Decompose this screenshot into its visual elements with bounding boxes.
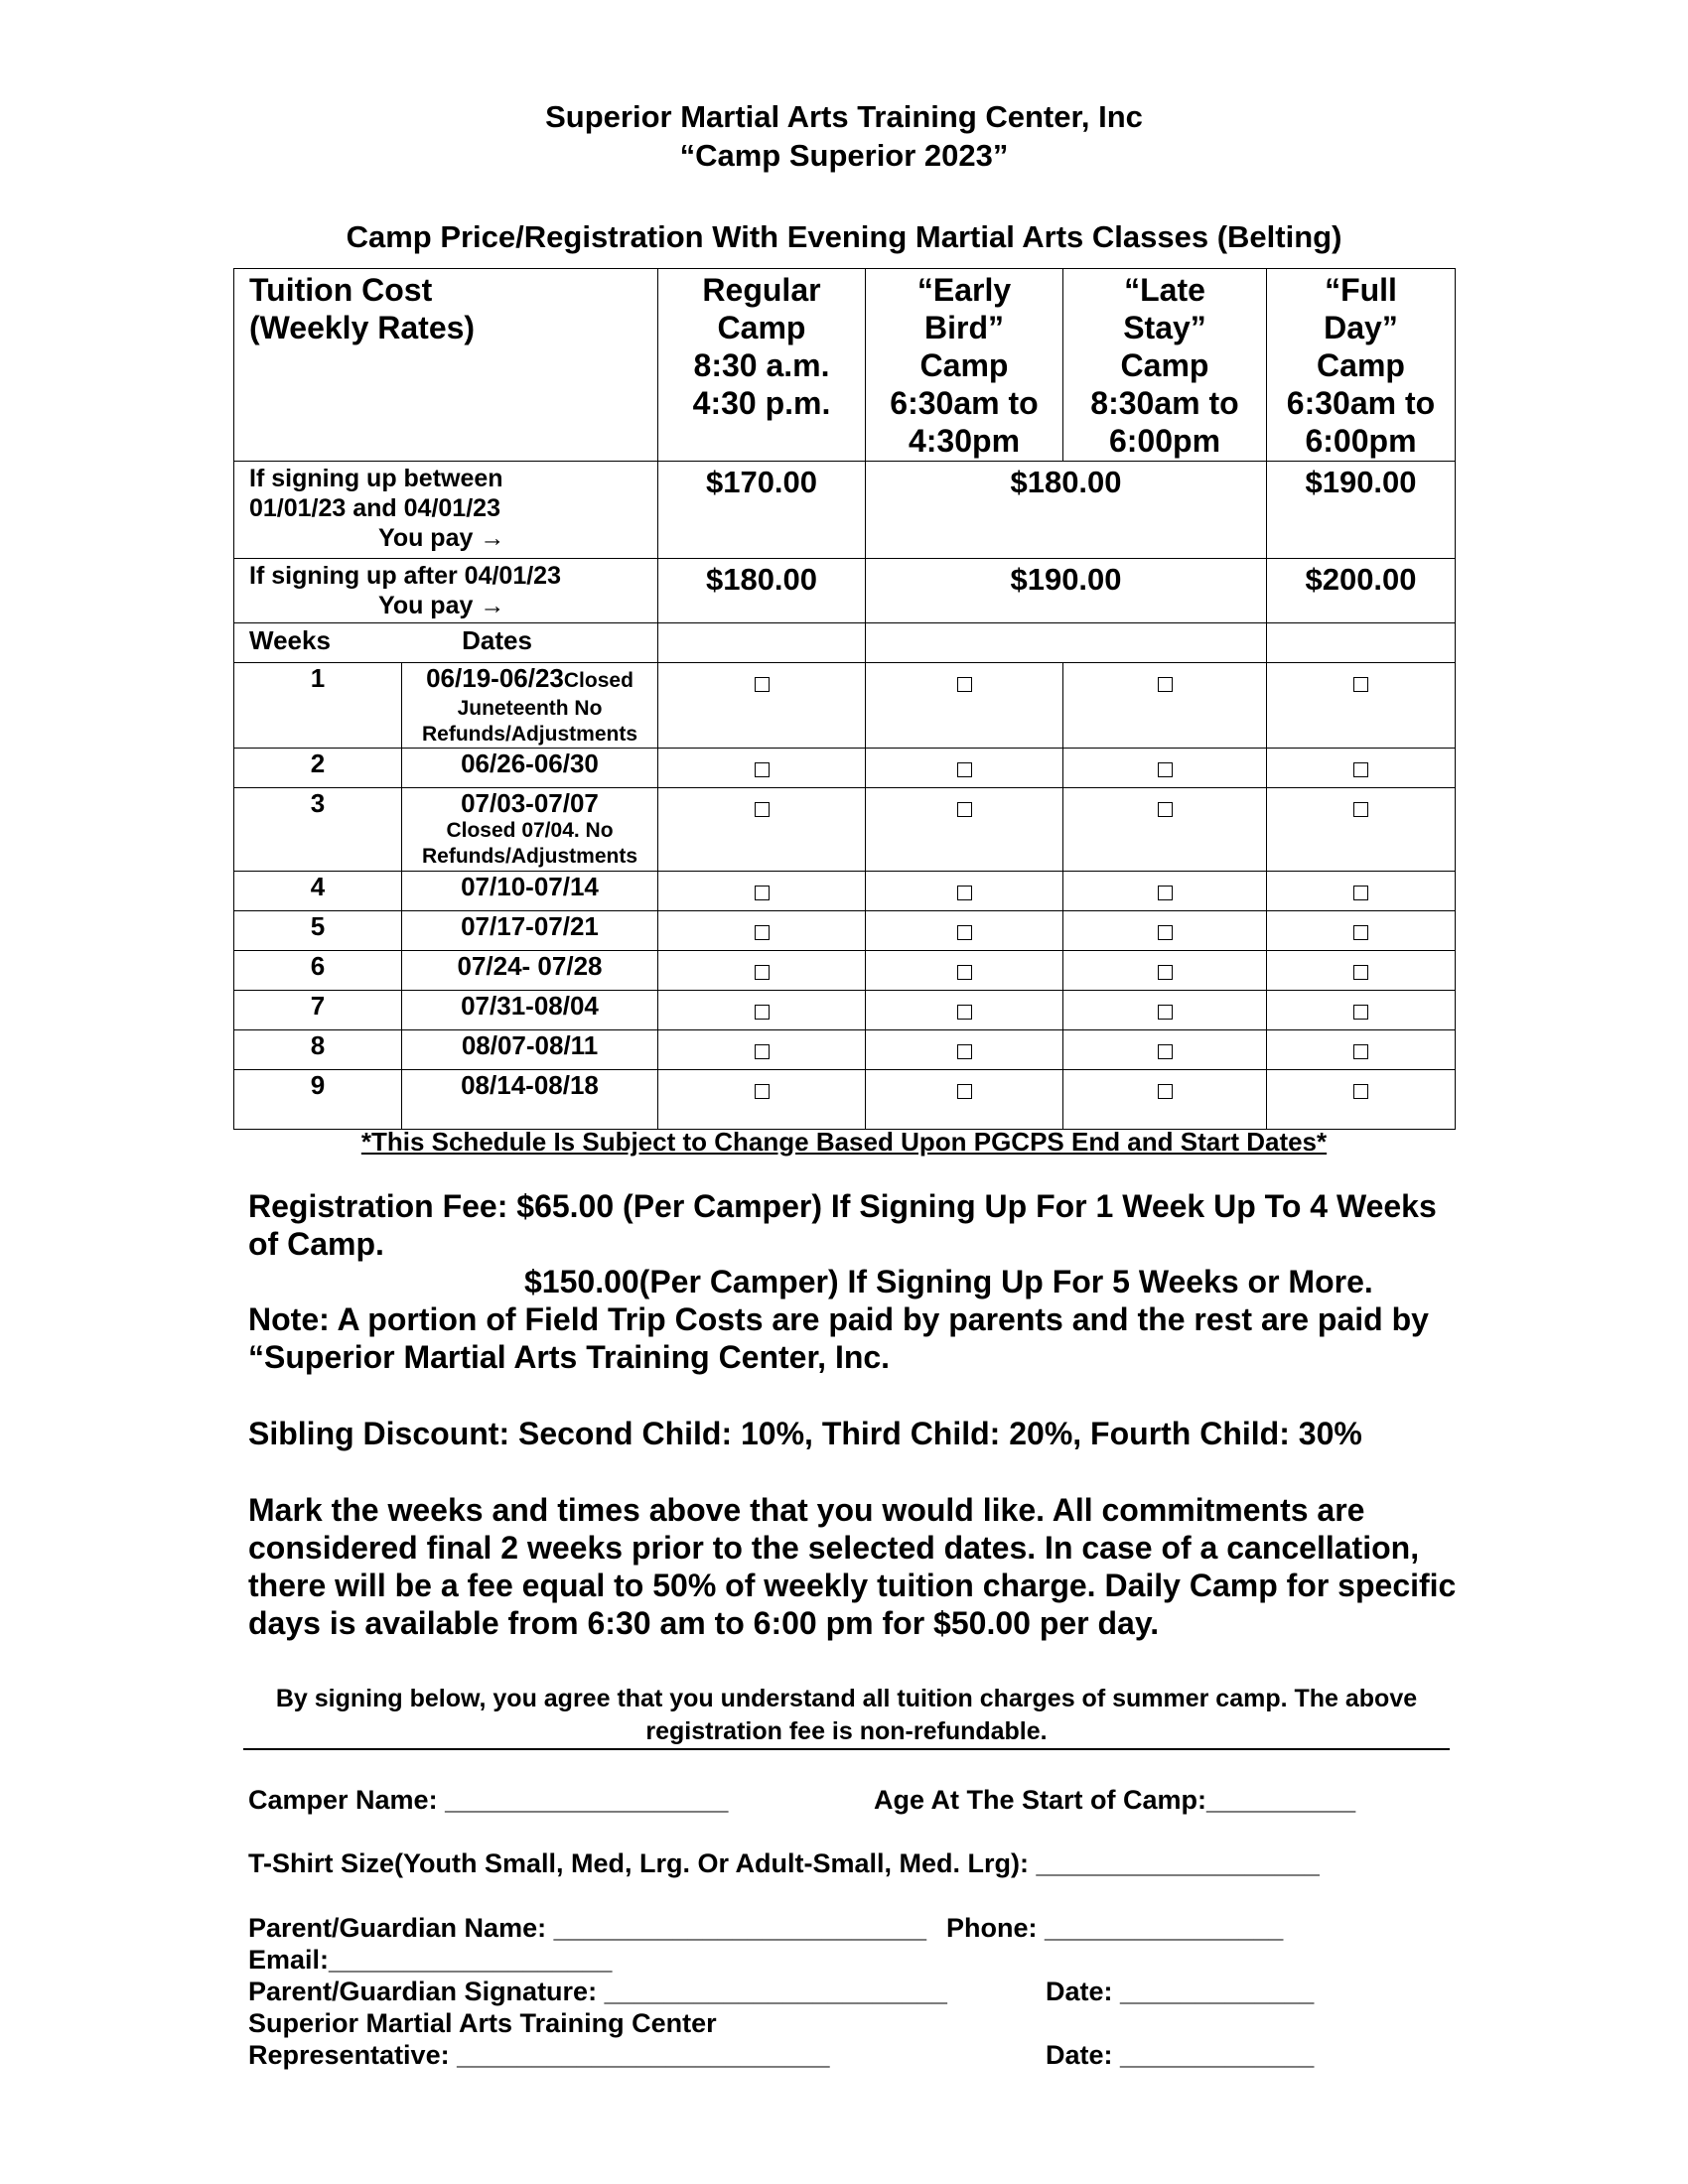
checkbox-full-day-week-3[interactable] — [1353, 802, 1368, 817]
checkbox-early-bird-week-4[interactable] — [957, 886, 972, 900]
checkbox-regular-week-9[interactable] — [755, 1084, 770, 1099]
column-header-line: “Early — [916, 272, 1012, 308]
table-row — [234, 991, 1456, 1030]
camp-name: “Camp Superior 2023” — [679, 138, 1009, 173]
table-row — [234, 1070, 1456, 1130]
week-dates — [402, 663, 658, 749]
checkbox-late-stay-week-8[interactable] — [1158, 1044, 1173, 1059]
week-date-range: 06/19-06/23 — [426, 663, 564, 693]
checkbox-late-stay-week-5[interactable] — [1158, 925, 1173, 940]
price-regular-late: $180.00 — [658, 559, 866, 623]
week-note: Refunds/Adjustments — [421, 845, 637, 868]
dates-label: Dates — [462, 625, 532, 655]
week-number: 2 — [234, 749, 402, 788]
checkbox-full-day-week-4[interactable] — [1353, 886, 1368, 900]
checkbox-late-stay-week-3[interactable] — [1158, 802, 1173, 817]
week-dates: 07/24- 07/28 — [402, 951, 658, 991]
document-title: Superior Martial Arts Training Center, Inc — [545, 99, 1143, 134]
checkbox-late-stay-week-4[interactable] — [1158, 886, 1173, 900]
table-row — [234, 951, 1456, 991]
representative-label: Superior Martial Arts Training Center — [248, 2008, 717, 2038]
document-subtitle: Camp Price/Registration With Evening Martial Arts Classes (Belting) — [346, 219, 1342, 254]
field-trip-note: Note: A portion of Field Trip Costs are paid by parents and the rest are paid by “Superior Martial Arts Training Center, Inc. — [248, 1301, 1429, 1375]
sibling-discount: Sibling Discount: Second Child: 10%, Third Child: 20%, Fourth Child: 30% — [248, 1416, 1362, 1451]
agreement-text: By signing below, you agree that you understand all tuition charges of summer camp. The above registration fee is non-refundable. — [275, 1685, 1418, 1745]
checkbox-early-bird-week-7[interactable] — [957, 1005, 972, 1020]
checkbox-full-day-week-8[interactable] — [1353, 1044, 1368, 1059]
checkbox-regular-week-4[interactable] — [755, 886, 770, 900]
column-header-line: Camp — [1120, 347, 1209, 383]
checkbox-full-day-week-2[interactable] — [1353, 762, 1368, 777]
column-header-line: 4:30pm — [908, 423, 1021, 459]
date-field-parent[interactable]: Date: _____________ — [1046, 1977, 1315, 2006]
checkbox-regular-week-8[interactable] — [755, 1044, 770, 1059]
price-early-late-late: $190.00 — [866, 559, 1267, 623]
weeks-dates-header — [234, 623, 658, 663]
table-row — [234, 911, 1456, 951]
price-condition-late — [234, 559, 658, 623]
checkbox-full-day-week-9[interactable] — [1353, 1084, 1368, 1099]
column-header-line: Camp — [919, 347, 1009, 383]
divider — [243, 1748, 1450, 1750]
column-header-line: 6:30am to — [1286, 385, 1436, 421]
schedule-note: *This Schedule Is Subject to Change Based Upon PGCPS End and Start Dates* — [360, 1127, 1328, 1157]
checkbox-early-bird-week-3[interactable] — [957, 802, 972, 817]
camper-name-field[interactable]: Camper Name: ___________________ — [248, 1785, 729, 1815]
parent-name-field[interactable]: Parent/Guardian Name: _________________________ — [248, 1913, 926, 1943]
age-field[interactable]: Age At The Start of Camp:__________ — [874, 1785, 1356, 1815]
table-row — [234, 788, 1456, 872]
table-row — [234, 872, 1456, 911]
column-header-line: Camp — [1317, 347, 1405, 383]
you-pay-label: You pay → — [378, 524, 505, 552]
registration-fee-text: Registration Fee: $65.00 (Per Camper) If Signing Up For 1 Week Up To 4 Weeks of Camp. — [248, 1188, 1437, 1262]
checkbox-regular-week-6[interactable] — [755, 965, 770, 980]
week-note: Juneteenth No — [457, 697, 603, 720]
week-dates: 07/17-07/21 — [402, 911, 658, 951]
price-registration-table — [233, 268, 1456, 1130]
checkbox-late-stay-week-6[interactable] — [1158, 965, 1173, 980]
weekly-rates-label: (Weekly Rates) — [249, 310, 476, 345]
price-early-late-early: $180.00 — [866, 462, 1267, 559]
price-regular-early: $170.00 — [658, 462, 866, 559]
price-full-day-early: $190.00 — [1267, 462, 1456, 559]
you-pay-label: You pay → — [378, 592, 505, 619]
week-dates — [402, 788, 658, 872]
checkbox-early-bird-week-6[interactable] — [957, 965, 972, 980]
registration-fee-text-2: $150.00(Per Camper) If Signing Up For 5 Weeks or More. — [524, 1264, 1373, 1299]
column-header-line: 6:00pm — [1108, 423, 1221, 459]
date-field-representative[interactable]: Date: _____________ — [1046, 2040, 1315, 2070]
checkbox-full-day-week-1[interactable] — [1353, 677, 1368, 692]
week-dates: 08/07-08/11 — [402, 1030, 658, 1070]
instructions-paragraph: Mark the weeks and times above that you would like. All commitments are considered final 2 weeks prior to the selected dates. In case of a cancellation, there will be a fee equal to 50% of weekly tuition charge. Daily Camp for specific days is available from 6:30 am to 6:00 pm for $50.00 per day. — [248, 1492, 1457, 1641]
checkbox-early-bird-week-5[interactable] — [957, 925, 972, 940]
checkbox-early-bird-week-8[interactable] — [957, 1044, 972, 1059]
week-number: 6 — [234, 951, 402, 991]
week-dates: 06/26-06/30 — [402, 749, 658, 788]
column-header-line: 8:30 a.m. — [693, 347, 830, 383]
column-header-line: 4:30 p.m. — [692, 385, 831, 421]
parent-signature-field[interactable]: Parent/Guardian Signature: _______________________ — [248, 1977, 947, 2006]
empty-cell — [658, 623, 866, 663]
empty-cell — [1267, 623, 1456, 663]
week-number: 1 — [234, 663, 402, 749]
checkbox-early-bird-week-9[interactable] — [957, 1084, 972, 1099]
checkbox-late-stay-week-7[interactable] — [1158, 1005, 1173, 1020]
checkbox-late-stay-week-2[interactable] — [1158, 762, 1173, 777]
column-header-line: 6:30am to — [890, 385, 1039, 421]
phone-field[interactable]: Phone: ________________ — [946, 1913, 1284, 1943]
week-note: Refunds/Adjustments — [421, 723, 637, 746]
column-header-line: Bird” — [924, 310, 1004, 345]
week-number: 3 — [234, 788, 402, 872]
checkbox-regular-week-2[interactable] — [755, 762, 770, 777]
checkbox-regular-week-7[interactable] — [755, 1005, 770, 1020]
email-field[interactable]: Email:___________________ — [248, 1945, 613, 1975]
checkbox-full-day-week-7[interactable] — [1353, 1005, 1368, 1020]
column-header-line: Day” — [1324, 310, 1398, 345]
table-row — [234, 1030, 1456, 1070]
week-number: 9 — [234, 1070, 402, 1130]
week-dates: 07/10-07/14 — [402, 872, 658, 911]
week-number: 7 — [234, 991, 402, 1030]
tuition-label: Tuition Cost — [249, 272, 433, 308]
column-header-early-bird-camp — [866, 269, 1063, 462]
checkbox-early-bird-week-1[interactable] — [957, 677, 972, 692]
week-number: 8 — [234, 1030, 402, 1070]
column-header-late-stay-camp — [1063, 269, 1267, 462]
price-full-day-late: $200.00 — [1267, 559, 1456, 623]
checkbox-late-stay-week-1[interactable] — [1158, 677, 1173, 692]
checkbox-early-bird-week-2[interactable] — [957, 762, 972, 777]
column-header-line: “Late — [1124, 272, 1205, 308]
week-dates: 07/31-08/04 — [402, 991, 658, 1030]
week-dates: 08/14-08/18 — [402, 1070, 658, 1130]
condition-line: If signing up after 04/01/23 — [249, 562, 561, 590]
checkbox-late-stay-week-9[interactable] — [1158, 1084, 1173, 1099]
week-number: 5 — [234, 911, 402, 951]
condition-line: If signing up between — [249, 465, 503, 492]
price-condition-early — [234, 462, 658, 559]
tshirt-size-field[interactable]: T-Shirt Size(Youth Small, Med, Lrg. Or Adult-Small, Med. Lrg): ___________________ — [248, 1848, 1320, 1878]
condition-line: 01/01/23 and 04/01/23 — [249, 494, 500, 522]
representative-field[interactable]: Representative: _________________________ — [248, 2040, 830, 2070]
table-row — [234, 663, 1456, 749]
week-closed-note: Closed — [563, 669, 633, 692]
checkbox-regular-week-3[interactable] — [755, 802, 770, 817]
weeks-label: Weeks — [249, 625, 331, 655]
column-header-full-day-camp — [1267, 269, 1456, 462]
checkbox-full-day-week-5[interactable] — [1353, 925, 1368, 940]
column-header-line: 6:00pm — [1305, 423, 1417, 459]
column-header-line: Stay” — [1123, 310, 1206, 345]
column-header-regular-camp — [658, 269, 866, 462]
column-header-line: Camp — [717, 310, 806, 345]
table-row — [234, 749, 1456, 788]
column-header-line: 8:30am to — [1090, 385, 1239, 421]
week-date-range: 07/03-07/07 — [461, 788, 599, 818]
column-header-line: Regular — [702, 272, 821, 308]
column-header-line: “Full — [1325, 272, 1397, 308]
tuition-cost-header — [234, 269, 658, 462]
checkbox-regular-week-1[interactable] — [755, 677, 770, 692]
week-note: Closed 07/04. No — [446, 819, 614, 842]
checkbox-full-day-week-6[interactable] — [1353, 965, 1368, 980]
week-number: 4 — [234, 872, 402, 911]
checkbox-regular-week-5[interactable] — [755, 925, 770, 940]
empty-cell — [866, 623, 1267, 663]
